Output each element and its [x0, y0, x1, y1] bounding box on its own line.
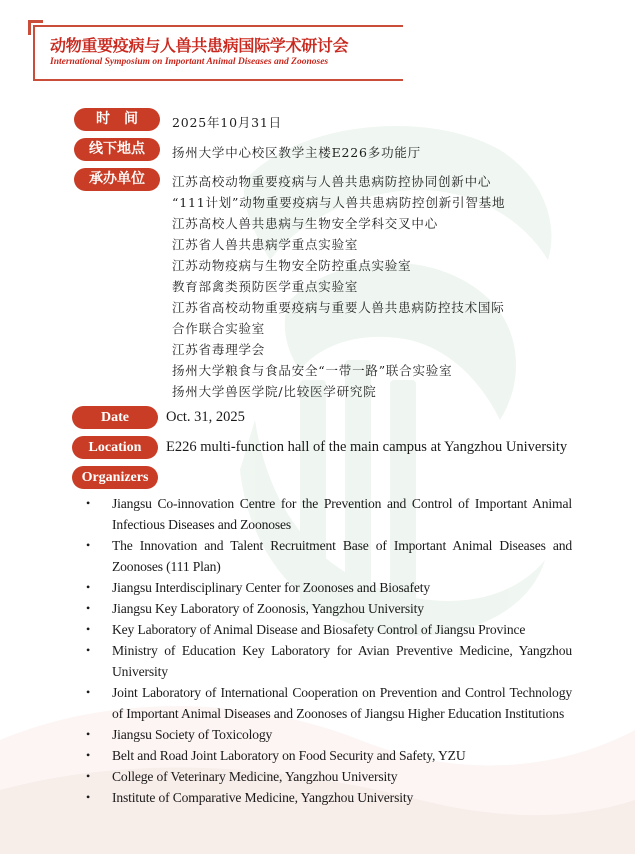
bullet-icon: • — [86, 748, 91, 762]
en-organizer-item — [86, 619, 572, 640]
bullet-icon: • — [86, 580, 91, 594]
en-organizer-item — [86, 577, 572, 598]
en-organizer-text: Joint Laboratory of International Cooperation on Prevention and Control Technology of Important Animal Diseases and Zoonoses of Jiangsu Higher Education Institutions — [112, 685, 572, 721]
cn-organizer-item: 扬州大学粮食与食品安全“一带一路”联合实验室 — [172, 363, 453, 378]
bullet-icon: • — [86, 727, 91, 741]
en-organizer-item — [86, 640, 572, 682]
cn-organizer-item: 江苏高校动物重要疫病与人兽共患病防控协同创新中心 — [172, 174, 492, 189]
en-organizer-text: Jiangsu Co-innovation Centre for the Prevention and Control of Important Animal Infectious Diseases and Zoonoses — [112, 496, 572, 532]
bullet-icon: • — [86, 643, 91, 657]
en-organizer-item — [86, 745, 572, 766]
cn-organizer-item: 江苏省高校动物重要疫病与重要人兽共患病防控技术国际 — [172, 300, 505, 315]
page-title: 动物重要疫病与人兽共患病国际学术研讨会 — [50, 36, 349, 55]
bullet-icon: • — [86, 496, 91, 510]
en-organizer-item — [86, 493, 572, 535]
bullet-icon: • — [86, 769, 91, 783]
en-organizer-item — [86, 766, 572, 787]
bullet-icon: • — [86, 685, 91, 699]
location-label-pill: Location — [72, 436, 158, 459]
bullet-icon: • — [86, 622, 91, 636]
en-organizers-label-pill: Organizers — [72, 466, 158, 489]
en-organizer-text: Ministry of Education Key Laboratory for Avian Preventive Medicine, Yangzhou University — [112, 643, 572, 679]
en-organizer-text: College of Veterinary Medicine, Yangzhou University — [112, 769, 398, 784]
en-organizer-text: Jiangsu Interdisciplinary Center for Zoonoses and Biosafety — [112, 580, 431, 595]
date-label-pill: Date — [72, 406, 158, 429]
cn-organizers-list — [172, 171, 505, 402]
bullet-icon: • — [86, 790, 91, 804]
en-organizer-text: Belt and Road Joint Laboratory on Food Security and Safety, YZU — [112, 748, 466, 763]
cn-organizer-item: 教育部禽类预防医学重点实验室 — [172, 279, 359, 294]
en-organizers-list — [86, 493, 572, 808]
location-value: E226 multi-function hall of the main campus at Yangzhou University — [166, 439, 568, 455]
cn-organizer-item: “111计划”动物重要疫病与人兽共患病防控创新引智基地 — [172, 195, 506, 210]
cn-organizer-item: 江苏省毒理学会 — [172, 342, 266, 357]
en-organizer-text: Jiangsu Key Laboratory of Zoonosis, Yangzhou University — [112, 601, 424, 616]
bullet-icon: • — [86, 601, 91, 615]
venue-value: 扬州大学中心校区教学主楼E226多功能厅 — [172, 145, 421, 160]
en-organizer-item — [86, 535, 572, 577]
bullet-icon: • — [86, 538, 91, 552]
cn-organizer-item: 合作联合实验室 — [172, 321, 266, 336]
cn-organizer-item: 江苏省人兽共患病学重点实验室 — [172, 237, 359, 252]
cn-organizers-label-pill: 承办单位 — [74, 168, 160, 191]
header-corner-ornament — [28, 20, 43, 35]
page-subtitle: International Symposium on Important Animal Diseases and Zoonoses — [50, 57, 329, 67]
time-value: 2025年10月31日 — [172, 115, 282, 130]
en-organizer-text: Key Laboratory of Animal Disease and Biosafety Control of Jiangsu Province — [112, 622, 526, 637]
date-value: Oct. 31, 2025 — [166, 409, 245, 425]
venue-label-pill: 线下地点 — [74, 138, 160, 161]
cn-organizer-item: 扬州大学兽医学院/比较医学研究院 — [172, 384, 377, 399]
en-organizer-item — [86, 724, 572, 745]
time-label-pill: 时 间 — [74, 108, 160, 131]
en-organizer-item — [86, 682, 572, 724]
en-organizer-item — [86, 598, 572, 619]
en-organizer-text: Jiangsu Society of Toxicology — [112, 727, 273, 742]
en-organizer-item — [86, 787, 572, 808]
en-organizer-text: Institute of Comparative Medicine, Yangzhou University — [112, 790, 414, 805]
cn-organizer-item: 江苏动物疫病与生物安全防控重点实验室 — [172, 258, 412, 273]
en-organizer-text: The Innovation and Talent Recruitment Base of Important Animal Diseases and Zoonoses (111 Plan) — [112, 538, 572, 574]
cn-organizer-item: 江苏高校人兽共患病与生物安全学科交叉中心 — [172, 216, 439, 231]
